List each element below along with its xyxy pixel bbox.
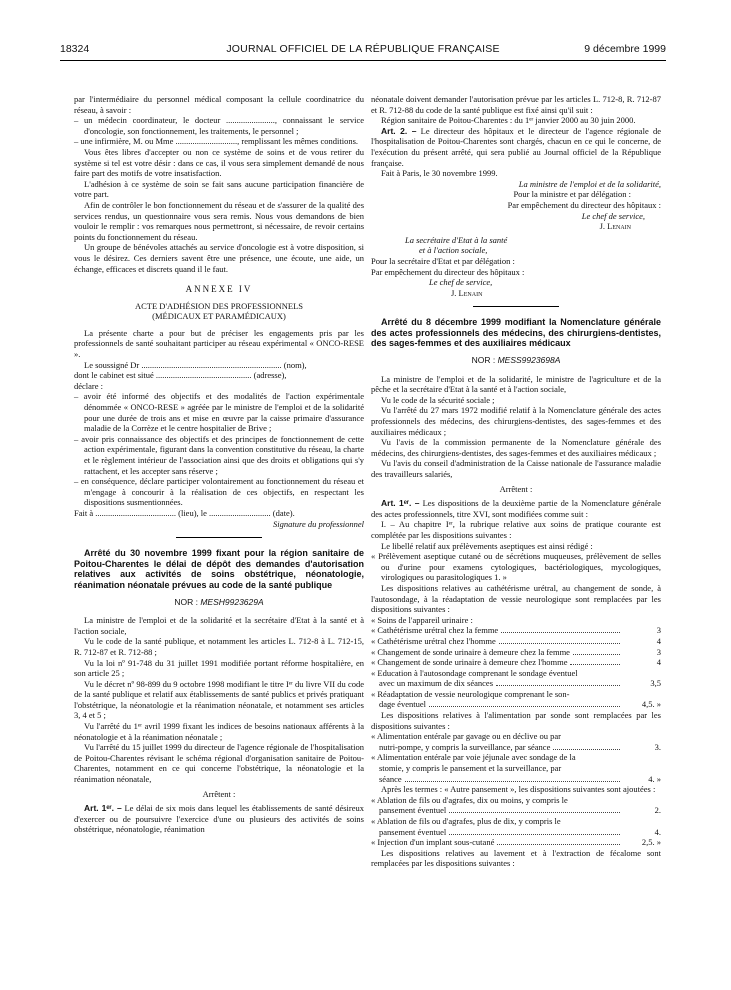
paragraph: Vu l'arrêté du 1ᵉʳ avril 1999 fixant les indices de besoins nationaux afférents à la néonatologie et à la réanimation néonatale ;	[74, 721, 364, 742]
paragraph: Fait à ...................................... (lieu), le ............................. (date).	[74, 507, 295, 518]
tariff-value: 3,5	[650, 678, 661, 689]
tariff-value: 3	[656, 646, 661, 657]
paragraph: La présente charte a pour but de préciser les engagements pris par les professionnels de santé souhaitant participer au réseau expérimental « ONCO-RESE ».	[74, 327, 364, 360]
tariff-label: « Changement de sonde urinaire à demeure chez la femme	[371, 646, 570, 657]
signing-place-date: Fait à Paris, le 30 novembre 1999.	[381, 168, 498, 179]
tariff-label: « Injection d'un implant sous-cutané	[371, 837, 495, 848]
tariff-row	[371, 699, 661, 710]
paragraph: Le soussigné Dr .................................................................. (nom),	[84, 359, 307, 370]
tariff-label: nutri-pompe, y compris la surveillance, par séance	[379, 741, 551, 752]
dot-leader	[449, 834, 620, 835]
signatory-name: J. Lenain	[451, 287, 483, 298]
tariff-value: 4	[656, 657, 661, 668]
tariff-row	[371, 805, 661, 816]
tariff-row	[371, 774, 661, 785]
paragraph: Les dispositions relatives à l'alimentation par sonde sont remplacées par les dispositions suivantes :	[371, 710, 661, 731]
tariff-line: « Alimentation entérale par gavage ou en déclive ou par	[371, 731, 561, 742]
article-paragraph	[371, 498, 661, 519]
paragraph: La ministre de l'emploi et de la solidarité et la secrétaire d'Etat à la santé et à l'action sociale,	[74, 615, 364, 636]
tariff-row	[371, 742, 661, 753]
paragraph: Vous êtes libres d'accepter ou non ce système de soins et de vous retirer du système si tel est votre désir : dans ce cas, il vous sera simplement demandé de nous faire part des motifs de votre insatisfaction.	[74, 146, 364, 179]
signatory-delegation: Pour la secrétaire d'Etat et par délégation :	[371, 255, 515, 266]
dot-leader	[501, 632, 620, 633]
right-column	[371, 94, 661, 869]
dot-leader	[497, 844, 620, 845]
paragraph: Vu l'arrêté du 27 mars 1972 modifié relatif à la Nomenclature générale des actes professionnels des médecins, des chirurgiens-dentistes, des sages-femmes et des auxiliaires médicaux ;	[371, 405, 661, 437]
list-item: – un médecin coordinateur, le docteur ......................., connaissant le service d'oncologie, son fonctionnement, les traitements, le personnel ;	[74, 115, 364, 136]
signatory-role: Le chef de service,	[429, 277, 493, 288]
signatory-name: J. Lenain	[599, 221, 631, 232]
paragraph: Vu l'avis de la commission permanente de la Nomenclature générale des médecins, des chirurgiens-dentistes, des sages-femmes et des auxiliaires médicaux ;	[371, 437, 661, 458]
tariff-label: séance	[379, 773, 402, 784]
dot-leader	[499, 643, 620, 644]
arretent-heading: Arrêtent :	[499, 483, 533, 494]
paragraph: Vu le code de la santé publique, et notamment les articles L. 712-8 à L. 712-15, R. 712-87 et R. 712-88 ;	[74, 636, 364, 657]
annexe-heading-line: ACTE D'ADHÉSION DES PROFESSIONNELS	[134, 300, 303, 311]
tariff-value: 4. »	[648, 773, 661, 784]
quoted-provision: « Prélèvement aseptique cutané ou de sécrétions muqueuses, prélèvement de selles ou d'urine pour examens cytologiques, bactériologiques, mycologiques, virologiques ou parasitologiques 1. »	[371, 551, 661, 583]
quoted-provision: « Soins de l'appareil urinaire :	[371, 614, 473, 625]
nor-reference	[371, 355, 661, 366]
tariff-row	[371, 636, 661, 647]
tariff-row	[371, 837, 661, 848]
paragraph: Les dispositions relatives au cathétérisme urétral, au changement de sonde, à l'autosondage, à la réadaptation de vessie neurologique sont remplacées par les dispositions suivantes :	[371, 582, 661, 615]
nor-value: MESS9923698A	[497, 355, 561, 366]
tariff-line: « Ablation de fils ou d'agrafes, plus de dix, y compris le	[371, 816, 561, 826]
article-text: Le directeur des hôpitaux et le directeur de l'agence régionale de l'hospitalisation de Poitou-Charentes sont chargés, chacun en ce qui le concerne, de l'exécution du présent arrêté, qui sera publié au Journal officiel de la République française.	[371, 125, 661, 168]
paragraph: Les dispositions relatives au lavement et à l'extraction de fécalome sont remplacées par les dispositions suivantes :	[371, 847, 661, 869]
journal-title: JOURNAL OFFICIEL DE LA RÉPUBLIQUE FRANÇAISE	[226, 43, 500, 55]
dot-leader	[496, 685, 620, 686]
list-item: – avoir pris connaissance des objectifs et des principes de fonctionnement de cette action expérimentale, figurant dans la convention constitutive du réseau, la charte et le règlement intérieur de l'association ainsi que des droits et obligations qui s'y rattachent, et les accepter sans réserve ;	[74, 433, 364, 476]
signatory-delegation: Par empêchement du directeur des hôpitaux :	[371, 266, 525, 277]
tariff-line: « Ablation de fils ou d'agrafes, dix ou moins, y compris le	[371, 794, 568, 805]
paragraph: par l'intermédiaire du personnel médical composant la cellule coordinatrice du réseau, à savoir :	[74, 94, 364, 115]
article-text: Le délai de six mois dans lequel les établissements de santé désireux d'exercer ou de poursuivre l'exercice d'une ou plusieurs des activités de soins obstétrique, néonatologie, réanimation	[74, 803, 365, 835]
section-separator	[176, 537, 262, 538]
paragraph: I. – Au chapitre Iᵉʳ, la rubrique relative aux soins de pratique courante est complétée par les dispositions suivantes :	[371, 519, 661, 540]
tariff-label: dage éventuel	[379, 699, 426, 710]
tariff-label: « Cathétérisme urétral chez la femme	[371, 625, 499, 636]
paragraph: Afin de contrôler le bon fonctionnement du réseau et de s'assurer de la qualité des services rendus, un questionnaire vous sera remis. Nous vous demandons de bien vouloir le remplir : vos remarques nous permettront, si nécessaire, de revoir certains points du fonctionnement du réseau.	[74, 199, 364, 242]
paragraph: déclare :	[74, 380, 104, 391]
tariff-label: pansement éventuel	[379, 805, 447, 816]
section-separator	[473, 306, 559, 307]
paragraph: Région sanitaire de Poitou-Charentes : du 1ᵉʳ janvier 2000 au 30 juin 2000.	[381, 115, 636, 126]
list-item: – avoir été informé des objectifs et des modalités de l'action expérimentale dénommée « ONCO-RESE » agréée par le ministre de l'emploi et de la solidarité pour une durée de trois ans et mise en œuvre par la caisse primaire d'assurance maladie de la Corrèze et le centre hospitalier de Brive ;	[74, 391, 364, 434]
paragraph: néonatale doivent demander l'autorisation prévue par les articles L. 712-8, R. 712-87 et R. 712-88 du code de la santé publique est fixé ainsi qu'il suit :	[371, 94, 661, 115]
left-column	[74, 94, 364, 835]
paragraph: Vu la loi nº 91-748 du 31 juillet 1991 modifiée portant réforme hospitalière, en son article 25 ;	[74, 657, 364, 679]
arretent-heading: Arrêtent :	[202, 788, 236, 799]
tariff-label: « Changement de sonde urinaire à demeure chez l'homme	[371, 657, 568, 668]
signatory-title: et à l'action sociale,	[419, 245, 488, 256]
tariff-label: pansement éventuel	[379, 826, 447, 837]
tariff-value: 3	[656, 625, 661, 636]
dot-leader	[570, 664, 620, 665]
tariff-value: 2,5. »	[641, 837, 661, 848]
paragraph: dont le cabinet est situé ............................................. (adresse),	[74, 370, 287, 381]
paragraph: Vu l'arrêté du 15 juillet 1999 du directeur de l'agence régionale de l'hospitalisation de Poitou-Charentes révisant le schéma régional d'organisation sanitaire de Poitou-Charentes, notamment en ce qui concerne l'obstétrique, la néonatologie et la réanimation néonatale,	[74, 742, 364, 785]
article-paragraph	[371, 126, 661, 168]
paragraph: Un groupe de bénévoles attachés au service d'oncologie est à votre disposition, si vous le désirez. Ces derniers savent être une présence, une écoute, une aide, un échange, efficaces et discrets quand il le faut.	[74, 242, 364, 274]
signature-line: Signature du professionnel	[273, 518, 364, 529]
dot-leader	[429, 706, 620, 707]
issue-date: 9 décembre 1999	[584, 43, 666, 55]
tariff-row	[371, 647, 661, 658]
tariff-label: « Cathétérisme urétral chez l'homme	[371, 635, 496, 646]
tariff-line: stomie, y compris le pansement et la surveillance, par	[379, 763, 562, 774]
signatory-role: Le chef de service,	[581, 210, 645, 221]
dot-leader	[553, 749, 620, 750]
tariff-value: 4	[656, 635, 661, 646]
arrete-title: Arrêté du 8 décembre 1999 modifiant la Nomenclature générale des actes professionnels des médecins, des chirurgiens-dentistes, des sages-femmes et des auxiliaires médicaux	[371, 317, 661, 349]
annexe-title: ANNEXE IV	[185, 284, 253, 295]
list-item: – en conséquence, déclare participer volontairement au fonctionnement du réseau et m'engage à concourir à la réalisation de ces objectifs, en respectant les dispositions susmentionnées.	[74, 476, 364, 508]
nor-value: MESH9923629A	[200, 596, 264, 607]
annexe-heading-line: (MÉDICAUX ET PARAMÉDICAUX)	[152, 311, 286, 322]
article-label: Art. 1ᵉʳ. –	[84, 803, 122, 814]
tariff-value: 3.	[654, 741, 661, 752]
page-header	[60, 43, 666, 57]
article-label: Art. 2. –	[381, 125, 417, 136]
nor-label: NOR :	[174, 596, 198, 607]
article-text: Les dispositions de la deuxième partie de la Nomenclature générale des actes professionnels, titre XVI, sont modifiées comme suit :	[371, 498, 661, 519]
list-item: – une infirmière, M. ou Mme ............................., remplissant les mêmes conditions.	[74, 136, 359, 147]
article-label: Art. 1ᵉʳ. –	[381, 498, 420, 509]
paragraph: Le libellé relatif aux prélèvements aseptiques est ainsi rédigé :	[381, 540, 593, 551]
tariff-value: 4.	[654, 826, 661, 837]
tariff-line: « Réadaptation de vessie neurologique comprenant le son-	[371, 688, 570, 699]
header-rule	[60, 60, 666, 61]
dot-leader	[573, 654, 620, 655]
tariff-row	[371, 657, 661, 668]
tariff-label: avec un maximum de dix séances	[379, 678, 494, 689]
paragraph: La ministre de l'emploi et de la solidarité, le ministre de l'agriculture et de la pêche et la secrétaire d'Etat à la santé et à l'action sociale,	[371, 373, 661, 395]
dot-leader	[405, 781, 620, 782]
arrete-title: Arrêté du 30 novembre 1999 fixant pour la région sanitaire de Poitou-Charentes le délai de dépôt des demandes d'autorisation relatives aux activités de soins obstétrique, néonatologie, réanimation néonatale prévues au code de la santé publique	[74, 548, 364, 590]
article-paragraph	[74, 803, 364, 835]
tariff-value: 2.	[654, 805, 661, 816]
page-number: 18324	[60, 43, 90, 55]
paragraph: Vu le décret nº 98-899 du 9 octobre 1998 modifiant le titre Iᵉʳ du livre VII du code de la santé publique et relatif aux établissements de santé publics et privés pratiquant l'obstétrique, la néonatologie et la réanimation néonatale, et notamment ses articles 3, 4 et 5 ;	[74, 678, 364, 721]
tariff-line: « Alimentation entérale par voie jéjunale avec sondage de la	[371, 752, 576, 763]
signatory-title: La secrétaire d'Etat à la santé	[405, 234, 508, 245]
tariff-row	[371, 678, 661, 689]
tariff-row	[371, 827, 661, 838]
signatory-delegation: Pour la ministre et par délégation :	[513, 189, 631, 200]
paragraph: Après les termes : « Autre pansement », les dispositions suivantes sont ajoutées :	[381, 784, 656, 795]
signatory-title: La ministre de l'emploi et de la solidarité,	[518, 178, 661, 189]
tariff-line: « Education à l'autosondage comprenant le sondage éventuel	[371, 667, 578, 678]
signatory-delegation: Par empêchement du directeur des hôpitaux :	[507, 199, 661, 210]
paragraph: Vu l'avis du conseil d'administration de la Caisse nationale de l'assurance maladie des travailleurs salariés,	[371, 458, 661, 479]
tariff-row	[371, 625, 661, 636]
tariff-value: 4,5. »	[641, 699, 661, 710]
paragraph: Vu le code de la sécurité sociale ;	[381, 394, 495, 405]
paragraph: L'adhésion à ce système de soin se fait sans aucune participation financière de votre part.	[74, 178, 364, 200]
annexe-heading	[74, 301, 364, 322]
nor-label: NOR :	[471, 355, 496, 366]
nor-reference	[74, 597, 364, 608]
dot-leader	[449, 812, 620, 813]
